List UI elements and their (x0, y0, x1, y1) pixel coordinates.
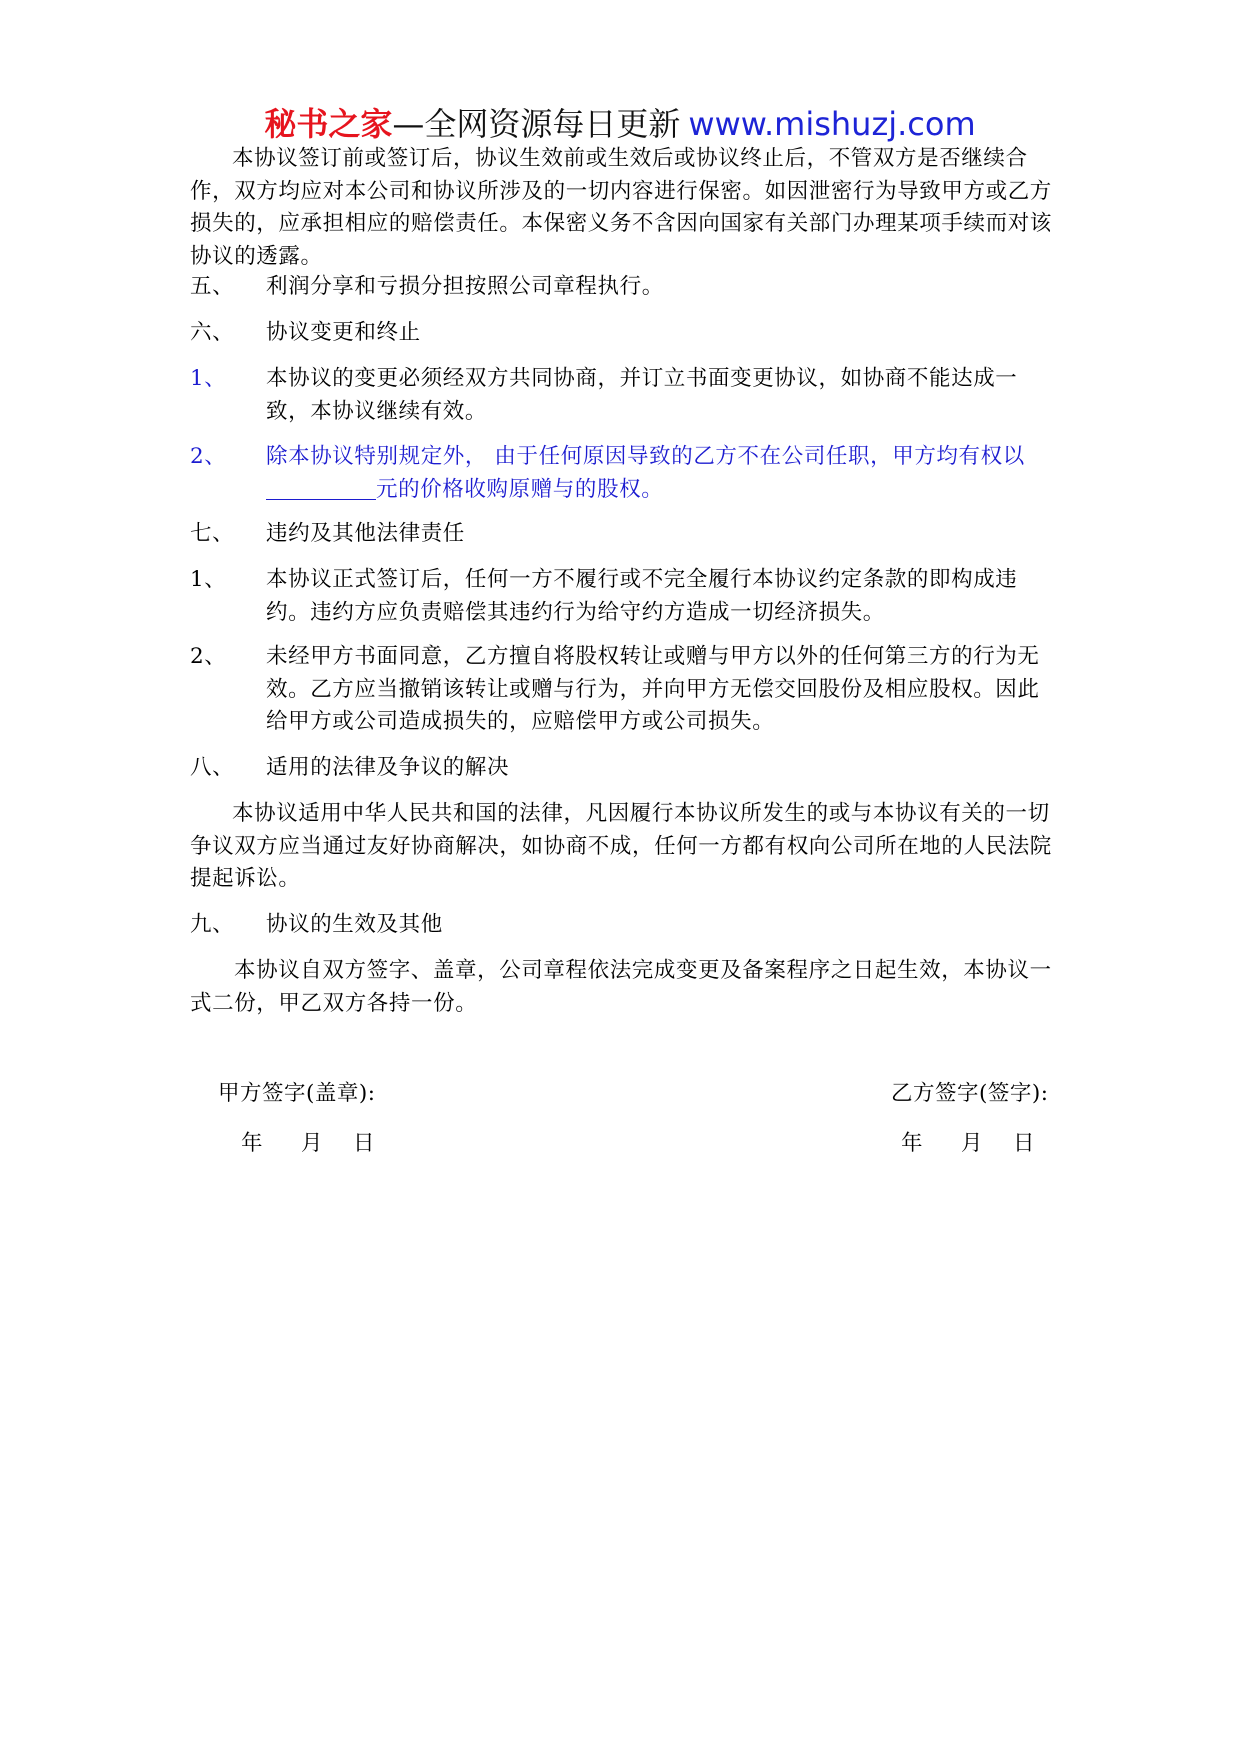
banner-tagline: —全网资源每日更新 (392, 105, 681, 143)
section-6-item-1-text: 本协议的变更必须经双方共同协商，并订立书面变更协议，如协商不能达成一致，本协议继续有效。 (266, 366, 1018, 424)
section-6-number: 六、 (190, 320, 235, 345)
section-8-number: 八、 (190, 755, 235, 780)
party-a-date-year: 年 (241, 1131, 264, 1156)
party-a-signature-label: 甲方签字(盖章): (218, 1081, 376, 1106)
section-5-text: 利润分享和亏损分担按照公司章程执行。 (266, 274, 664, 299)
section-6-title: 协议变更和终止 (266, 320, 421, 345)
party-a-date (241, 1128, 375, 1160)
site-banner (0, 102, 1240, 146)
confidentiality-paragraph: 本协议签订前或签订后，协议生效前或生效后或协议终止后，不管双方是否继续合作，双方均应对本公司和协议所涉及的一切内容进行保密。如因泄密行为导致甲方或乙方损失的，应承担相应的赔偿责任。本保密义务不含因向国家有关部门办理某项手续而对该协议的透露。 (190, 146, 1052, 269)
section-6-item-2-text-a: 除本协议特别规定外， 由于任何原因导致的乙方不在公司任职，甲方均有权以 (266, 444, 1025, 469)
party-b-date-month: 月 (961, 1131, 984, 1156)
section-7-item-1-number: 1、 (190, 567, 227, 592)
party-b-date-year: 年 (901, 1131, 924, 1156)
party-b-date-day: 日 (1013, 1131, 1036, 1156)
section-7-number: 七、 (190, 521, 235, 546)
section-5-number: 五、 (190, 274, 235, 299)
section-9-number: 九、 (190, 912, 235, 937)
section-7-item-2-text: 未经甲方书面同意，乙方擅自将股权转让或赠与甲方以外的任何第三方的行为无效。乙方应当撤销该转让或赠与行为，并向甲方无偿交回股份及相应股权。因此给甲方或公司造成损失的，应赔偿甲方或公司损失。 (266, 644, 1040, 734)
party-b-date (901, 1128, 1035, 1160)
section-8-title: 适用的法律及争议的解决 (266, 755, 510, 780)
party-a-date-day: 日 (353, 1131, 376, 1156)
section-9-title: 协议的生效及其他 (266, 912, 443, 937)
site-url-link[interactable]: www.mishuzj.com (688, 105, 976, 143)
price-blank-field[interactable] (266, 475, 376, 500)
section-6-item-1-number: 1、 (190, 366, 227, 391)
section-6-item-2-text-b: 元的价格收购原赠与的股权。 (376, 476, 664, 502)
section-9-paragraph: 本协议自双方签字、盖章，公司章程依法完成变更及备案程序之日起生效，本协议一式二份，甲乙双方各持一份。 (190, 958, 1052, 1016)
brand-name: 秘书之家 (264, 105, 393, 143)
party-b-signature-label: 乙方签字(签字): (891, 1081, 1049, 1106)
section-8-paragraph: 本协议适用中华人民共和国的法律，凡因履行本协议所发生的或与本协议有关的一切争议双方应当通过友好协商解决，如协商不成，任何一方都有权向公司所在地的人民法院提起诉讼。 (190, 801, 1052, 891)
section-6-item-2-text (266, 441, 1056, 506)
section-7-title: 违约及其他法律责任 (266, 521, 465, 546)
section-6-item-2-number: 2、 (190, 444, 227, 469)
section-7-item-1-text: 本协议正式签订后，任何一方不履行或不完全履行本协议约定条款的即构成违约。违约方应负责赔偿其违约行为给守约方造成一切经济损失。 (266, 567, 1018, 625)
party-a-date-month: 月 (301, 1131, 324, 1156)
section-7-item-2-number: 2、 (190, 644, 227, 669)
